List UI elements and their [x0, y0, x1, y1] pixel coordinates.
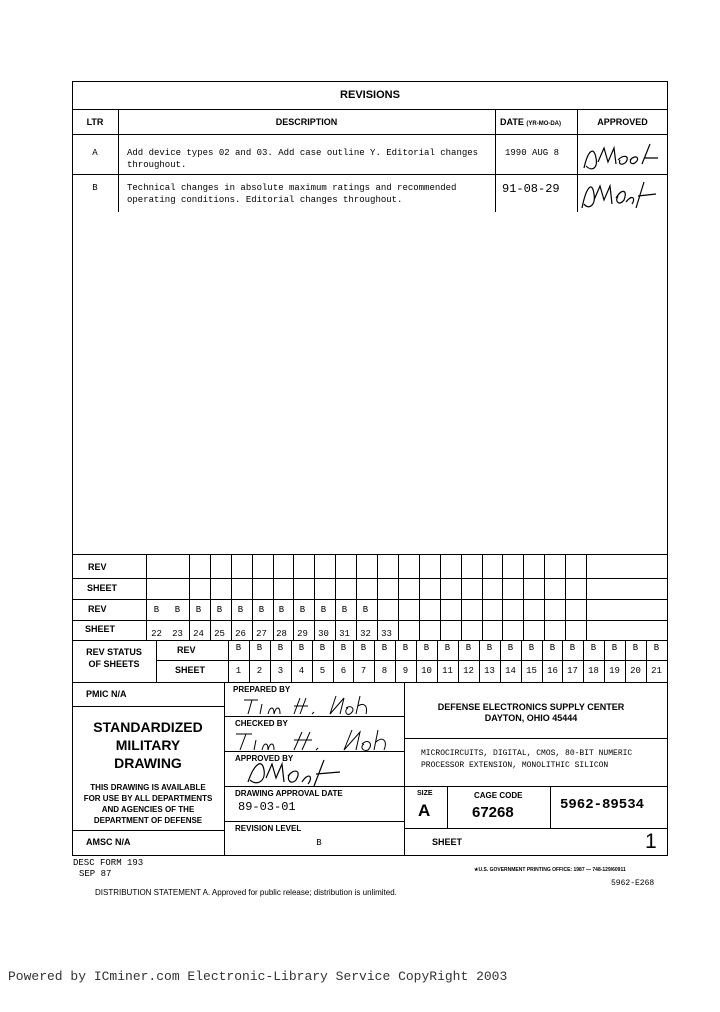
drawing-number: 5962-89534	[560, 797, 645, 813]
rev-row-a-date: 1990 AUG 8	[505, 148, 560, 158]
sheet-label: SHEET	[432, 837, 463, 847]
gpo-notice: ★U.S. GOVERNMENT PRINTING OFFICE: 1987 — 748-129/60911	[474, 867, 626, 873]
rev-row-a-ltr: A	[92, 148, 98, 158]
rev-cell: B	[340, 643, 347, 653]
prepared-by-label: PREPARED BY	[233, 685, 291, 694]
rev-cell: B	[528, 643, 535, 653]
rev-cell: B	[444, 643, 451, 653]
sheet-cell: 12	[463, 666, 474, 676]
std-mil-drawing-1: STANDARDIZED	[93, 719, 203, 735]
row3-rev-label: REV	[88, 604, 107, 614]
sheet-cell: 27	[256, 629, 267, 639]
grid-divider	[293, 555, 294, 640]
rev-cell: B	[298, 643, 305, 653]
rev-cell: B	[381, 643, 388, 653]
pmic-label: PMIC N/A	[86, 689, 127, 699]
row2-sheet-label: SHEET	[87, 583, 118, 593]
sheet-cell: 29	[297, 629, 308, 639]
cage-code-value: 67268	[472, 804, 514, 821]
sheet-cell: 15	[526, 666, 537, 676]
form-code: 5962-E268	[611, 879, 655, 888]
sheet-cell: 17	[567, 666, 578, 676]
center-name-2: DAYTON, OHIO 45444	[484, 713, 578, 723]
approved-header: APPROVED	[597, 117, 648, 127]
rev-cell: B	[278, 605, 285, 615]
row5-rev-label: REV	[177, 645, 196, 655]
sheet-number: 1	[645, 830, 657, 853]
date-header	[500, 117, 561, 127]
row4-sheet-label: SHEET	[85, 624, 116, 634]
grid-divider	[419, 555, 420, 640]
sheet-cell: 25	[214, 629, 225, 639]
sheet-cell: 9	[402, 666, 409, 676]
form-number-1: DESC FORM 193	[73, 858, 144, 868]
rev-cell: B	[360, 643, 367, 653]
grid-divider	[398, 555, 399, 640]
sheet-cell: 20	[630, 666, 641, 676]
sheet-cell: 13	[484, 666, 495, 676]
approval-date: 89-03-01	[238, 800, 296, 814]
form-number-2: SEP 87	[79, 869, 112, 879]
row1-rev-label: REV	[88, 562, 107, 572]
checked-by-signature	[232, 728, 400, 754]
description-header: DESCRIPTION	[275, 117, 338, 127]
drawing-title-2: PROCESSOR EXTENSION, MONOLITHIC SILICON	[421, 761, 609, 770]
sheet-cell: 26	[235, 629, 246, 639]
rev-cell: B	[258, 605, 265, 615]
grid-divider	[544, 555, 545, 640]
grid-divider	[523, 555, 524, 640]
rev-cell: B	[341, 605, 348, 615]
rev-cell: B	[174, 605, 181, 615]
rev-cell: B	[486, 643, 493, 653]
rev-row-b-desc-1: Technical changes in absolute maximum ratings and recommended	[127, 183, 457, 193]
ltr-header: LTR	[86, 117, 104, 127]
rev-cell: B	[320, 605, 327, 615]
rev-cell: B	[653, 643, 660, 653]
rev-cell: B	[362, 605, 369, 615]
availability-4: DEPARTMENT OF DEFENSE	[93, 816, 203, 825]
rev-cell: B	[632, 643, 639, 653]
grid-divider	[461, 555, 462, 640]
sheet-cell: 16	[547, 666, 558, 676]
grid-divider	[273, 555, 274, 640]
rev-cell: B	[195, 605, 202, 615]
prepared-by-signature	[240, 694, 380, 718]
rev-cell: B	[590, 643, 597, 653]
checked-by-label: CHECKED BY	[235, 719, 288, 728]
rev-cell: B	[402, 643, 409, 653]
std-mil-drawing-3: DRAWING	[114, 755, 182, 771]
rev-cell: B	[569, 643, 576, 653]
grid-divider	[502, 555, 503, 640]
sheet-cell: 22	[151, 629, 162, 639]
sheet-cell: 24	[193, 629, 204, 639]
sheet-cell: 11	[442, 666, 453, 676]
grid-divider	[586, 555, 587, 640]
sheet-cell: 28	[276, 629, 287, 639]
row6-sheet-label: SHEET	[175, 665, 206, 675]
grid-divider	[252, 555, 253, 640]
revision-level: B	[316, 838, 322, 848]
approved-by-label: APPROVED BY	[235, 754, 294, 763]
rev-status-label-2: OF SHEETS	[88, 659, 140, 669]
rev-cell: B	[319, 643, 326, 653]
grid-divider	[565, 555, 566, 640]
grid-divider	[210, 555, 211, 640]
drawing-title-1: MICROCIRCUITS, DIGITAL, CMOS, 80-BIT NUMERIC	[421, 749, 633, 758]
powered-by: Powered by ICminer.com Electronic-Library Service CopyRight 2003	[8, 969, 508, 984]
rev-row-b-ltr: B	[92, 183, 98, 193]
rev-cell: B	[465, 643, 472, 653]
cage-code-label: CAGE CODE	[474, 791, 523, 800]
rev-cell: B	[423, 643, 430, 653]
rev-cell: B	[153, 605, 160, 615]
availability-3: AND AGENCIES OF THE	[101, 805, 195, 814]
rev-status-label-1: REV STATUS	[86, 647, 142, 657]
distribution-statement: DISTRIBUTION STATEMENT A. Approved for public release; distribution is unlimited.	[95, 888, 397, 897]
rev-row-b-date: 91-08-29	[502, 182, 560, 196]
sheet-cell: 3	[277, 666, 284, 676]
availability-2: FOR USE BY ALL DEPARTMENTS	[83, 794, 213, 803]
grid-divider	[440, 555, 441, 640]
revisions-title: REVISIONS	[340, 89, 400, 101]
rev-cell: B	[611, 643, 618, 653]
grid-divider	[377, 555, 378, 640]
sheet-cell: 8	[381, 666, 388, 676]
size-label: SIZE	[417, 790, 433, 797]
sheet-cell: 30	[318, 629, 329, 639]
grid-divider	[231, 555, 232, 640]
rev-row-a-desc-2: throughout.	[127, 160, 187, 170]
grid-divider	[335, 555, 336, 640]
sheet-cell: 5	[319, 666, 326, 676]
date-header-label: DATE	[500, 117, 524, 127]
sheet-cell: 14	[505, 666, 516, 676]
grid-divider	[482, 555, 483, 640]
sheet-cell: 23	[172, 629, 183, 639]
rev-cell: B	[235, 643, 242, 653]
sheet-cell: 7	[360, 666, 367, 676]
sheet-cell: 4	[298, 666, 305, 676]
approved-by-signature	[244, 756, 356, 788]
grid-divider	[189, 555, 190, 640]
rev-cell: B	[216, 605, 223, 615]
availability-1: THIS DRAWING IS AVAILABLE	[90, 783, 206, 792]
amsc-label: AMSC N/A	[86, 837, 131, 847]
revision-level-label: REVISION LEVEL	[235, 824, 302, 833]
rev-cell: B	[237, 605, 244, 615]
sheet-cell: 31	[339, 629, 350, 639]
sheet-cell: 6	[340, 666, 347, 676]
rev-cell: B	[277, 643, 284, 653]
sheet-cell: 21	[651, 666, 662, 676]
rev-row-a-desc-1: Add device types 02 and 03. Add case outline Y. Editorial changes	[127, 148, 479, 158]
sheet-cell: 10	[421, 666, 432, 676]
sheet-cell: 18	[588, 666, 599, 676]
rev-cell: B	[507, 643, 514, 653]
rev-cell: B	[256, 643, 263, 653]
grid-divider	[314, 555, 315, 640]
sheet-cell: 1	[235, 666, 242, 676]
approval-signature-b	[578, 176, 664, 216]
rev-cell: B	[299, 605, 306, 615]
sheet-cell: 2	[256, 666, 263, 676]
rev-cell: B	[549, 643, 556, 653]
rev-row-b-desc-2: operating conditions. Editorial changes throughout.	[127, 195, 403, 205]
grid-divider	[356, 555, 357, 640]
std-mil-drawing-2: MILITARY	[115, 737, 181, 753]
approval-signature-a	[580, 140, 666, 176]
sheet-cell: 32	[360, 629, 371, 639]
sheet-cell: 19	[609, 666, 620, 676]
center-name-1: DEFENSE ELECTRONICS SUPPLY CENTER	[437, 702, 625, 712]
sheet-cell: 33	[381, 629, 392, 639]
size-value: A	[418, 801, 431, 820]
approval-date-label: DRAWING APPROVAL DATE	[235, 789, 343, 798]
date-header-format: (YR-MO-DA)	[526, 121, 562, 127]
